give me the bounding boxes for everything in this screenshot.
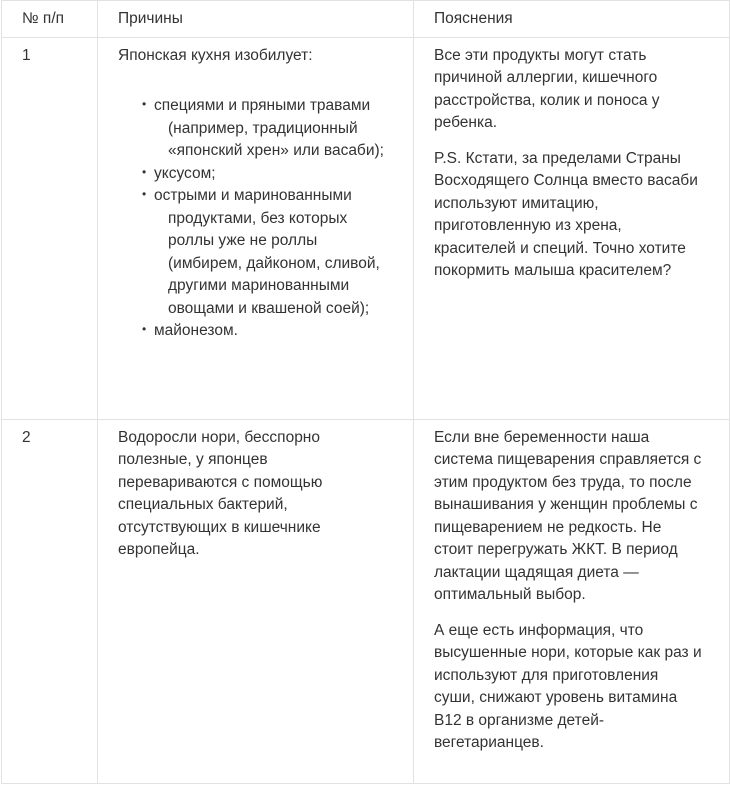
table-row bbox=[2, 37, 730, 419]
causes-table bbox=[1, 0, 730, 784]
list-item: • специями и пряными травами (например, традиционный «японский хрен» или васаби); bbox=[148, 95, 387, 163]
header-num: № п/п bbox=[2, 1, 98, 38]
row-number: 1 bbox=[2, 37, 98, 419]
row-number: 2 bbox=[2, 419, 98, 783]
notes-cell bbox=[414, 419, 730, 783]
list-item: • уксусом; bbox=[148, 163, 387, 186]
note-paragraph: Все эти продукты могут стать причиной аллергии, кишечного расстройства, колик и поноса у ребенка. bbox=[434, 46, 660, 131]
table-header-row bbox=[2, 1, 730, 38]
cause-intro: Водоросли нори, бесспорно полезные, у японцев перевариваются с помощью специальных бактерий, отсутствующих в кишечнике европейца. bbox=[118, 428, 323, 558]
list-item: • острыми и маринованными продуктами, без которых роллы уже не роллы (имбирем, дайконом, сливой, другими маринованными овощами и квашеной соей); bbox=[148, 185, 387, 320]
cause-intro: Японская кухня изобилует: bbox=[118, 46, 313, 64]
note-paragraph: Если вне беременности наша система пищеварения справляется с этим продуктом без труда, то после вынашивания у женщин проблемы с пищеварением не редкость. Не стоит перегружать ЖКТ. В период лактации щадящая диета — оптимальный выбор. bbox=[434, 428, 702, 603]
cause-cell bbox=[98, 419, 414, 783]
header-notes: Пояснения bbox=[414, 1, 730, 38]
header-causes: Причины bbox=[98, 1, 414, 38]
note-paragraph: P.S. Кстати, за пределами Страны Восходящего Солнца вместо васаби используют имитацию, приготовленную из хрена, красителей и специй. Точно хотите покормить малыша красителем? bbox=[434, 149, 698, 279]
list-item: • майонезом. bbox=[148, 320, 387, 343]
note-paragraph: А еще есть информация, что высушенные нори, которые как раз и используют для приготовления суши, снижают уровень витамина B12 в организме детей-вегетарианцев. bbox=[434, 621, 702, 751]
cause-list bbox=[118, 95, 387, 343]
table-row bbox=[2, 419, 730, 783]
cause-cell bbox=[98, 37, 414, 419]
notes-cell bbox=[414, 37, 730, 419]
